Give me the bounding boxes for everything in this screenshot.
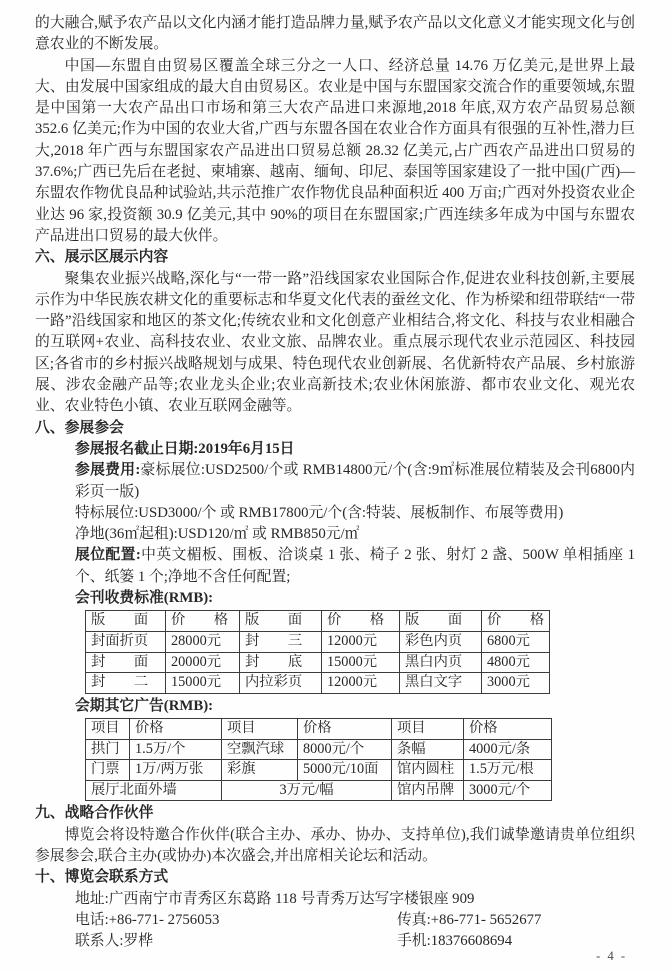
booth-config-text: 中英文楣板、围板、洽谈桌 1 张、椅子 2 张、射灯 2 盏、500W 单相插座 1 个、纸篓 1 个;净地不含任何配置; bbox=[75, 547, 635, 585]
table-cell: 3000元/个 bbox=[464, 780, 552, 801]
table-row bbox=[86, 652, 550, 673]
table-cell: 价 格 bbox=[482, 611, 550, 632]
phone-text: 电话:+86-771- 2756053 bbox=[75, 911, 220, 928]
table-cell: 价 格 bbox=[166, 611, 240, 632]
contact-person-text: 联系人:罗桦 bbox=[75, 933, 154, 950]
other-ads-title: 会期其它广告(RMB): bbox=[75, 697, 214, 714]
table-cell: 6800元 bbox=[482, 631, 550, 652]
table-cell: 价格 bbox=[130, 718, 222, 739]
section6-body: 聚集农业振兴战略,深化与“一带一路”沿线国家农业国际合作,促进农业科技创新,主要展示作为中华民族农耕文化的重要标志和华夏文化代表的蚕丝文化、作为桥梁和纽带联结“一带一路”沿线国家和地区的茶文化;传统农业和文化创意产业相结合,将文化、科技与农业相融合的互联网+农业、高科技农业、农业文旅、品牌农业。重点展示现代农业示范园区、科技园区;各省市的乡村振兴战略规划与成果、特色现代农业创新展、名优新特农产品展、乡村旅游展、涉农金融产品等;农业龙头企业;农业高新技术;农业休闲旅游、都市农业文化、观光农业、农业特色小镇、农业互联网金融等。 bbox=[35, 270, 635, 415]
address-line: 地址:广西南宁市青秀区东葛路 118 号青秀万达写字楼银座 909 bbox=[75, 890, 475, 907]
booth-config-line bbox=[75, 545, 635, 588]
table-cell: 项目 bbox=[392, 718, 464, 739]
table-cell: 1.5万/个 bbox=[130, 739, 222, 760]
table-cell: 黑白内页 bbox=[400, 652, 482, 673]
section6-heading: 六、展示区展示内容 bbox=[35, 249, 169, 266]
table-cell: 封面折页 bbox=[86, 631, 166, 652]
table-cell: 空飘汽球 bbox=[222, 739, 298, 760]
fee-label: 参展费用: bbox=[75, 462, 141, 479]
table-cell: 馆内吊牌 bbox=[392, 780, 464, 801]
table-cell: 价格 bbox=[464, 718, 552, 739]
table-cell: 1.5万元/根 bbox=[464, 760, 552, 781]
table-header-row bbox=[86, 611, 550, 632]
journal-price-table bbox=[85, 610, 550, 693]
paragraph-free-trade: 中国—东盟自由贸易区覆盖全球三分之一人口、经济总量 14.76 万亿美元,是世界上最大、由发展中国家组成的最大自由贸易区。农业是中国与东盟国家交流合作的重要领域,东盟是中国第一大农产品出口市场和第三大农产品进口来源地,2018 年底,双方农产品贸易总额 352.6 亿美元;作为中国的农业大省,广西与东盟各国在农业合作方面具有很强的互补性,潜力巨大,2018 年广西与东盟国家农产品进出口贸易总额 28.32 亿美元,占广西农产品进出口贸易的 37.6%;广西已先后在老挝、柬埔寨、越南、缅甸、印尼、泰国等国家建设了一批中国(广西)—东盟农作物优良品种试验站,共示范推广农作物优良品种面积近 400 万亩;广西对外投资农业企业达 96 家,投资额 30.9 亿美元,其中 90%的项目在东盟国家;广西连续多年成为中国与东盟农产品进出口贸易的最大伙伴。 bbox=[35, 57, 635, 244]
journal-price-title: 会刊收费标准(RMB): bbox=[75, 590, 214, 607]
journal-table-wrap bbox=[75, 610, 635, 693]
mobile-text: 手机:18376608694 bbox=[397, 933, 513, 950]
fax-text: 传真:+86-771- 5652677 bbox=[397, 911, 542, 928]
section10-heading: 十、博览会联系方式 bbox=[35, 869, 169, 886]
table-row bbox=[86, 739, 552, 760]
table-cell: 项目 bbox=[86, 718, 130, 739]
table-row bbox=[86, 760, 552, 781]
contact-mobile-row bbox=[75, 931, 635, 952]
section8-heading: 八、参展参会 bbox=[35, 419, 124, 436]
table-cell: 彩色内页 bbox=[400, 631, 482, 652]
table-row bbox=[86, 673, 550, 694]
table-cell: 12000元 bbox=[322, 673, 400, 694]
special-booth-line: 特标展位:USD3000/个 或 RMB17800元/个(含:特装、展板制作、布展等费用) bbox=[75, 504, 564, 521]
table-cell: 价 格 bbox=[322, 611, 400, 632]
table-cell: 5000元/10面 bbox=[298, 760, 392, 781]
table-cell: 3万元/幅 bbox=[222, 780, 392, 801]
table-cell: 条幅 bbox=[392, 739, 464, 760]
table-cell: 门票 bbox=[86, 760, 130, 781]
table-cell: 3000元 bbox=[482, 673, 550, 694]
table-cell: 4800元 bbox=[482, 652, 550, 673]
other-ads-table bbox=[85, 718, 552, 801]
table-cell: 15000元 bbox=[166, 673, 240, 694]
table-cell: 版 面 bbox=[400, 611, 482, 632]
booth-config-label: 展位配置: bbox=[75, 547, 141, 564]
ads-table-wrap bbox=[75, 718, 635, 801]
table-cell: 版 面 bbox=[240, 611, 322, 632]
fee-line bbox=[75, 460, 635, 503]
deadline-line: 参展报名截止日期:2019年6月15日 bbox=[75, 440, 295, 457]
table-cell: 28000元 bbox=[166, 631, 240, 652]
raw-space-line: 净地(36㎡起租):USD120/㎡ 或 RMB850元/㎡ bbox=[75, 526, 360, 543]
table-cell: 价格 bbox=[298, 718, 392, 739]
table-cell: 封 三 bbox=[240, 631, 322, 652]
table-cell: 8000元/个 bbox=[298, 739, 392, 760]
table-cell: 彩旗 bbox=[222, 760, 298, 781]
fee-text: 豪标展位:USD2500/个或 RMB14800元/个(含:9㎡标准展位精装及会刊6800内彩页一版) bbox=[75, 462, 635, 500]
table-cell: 封 二 bbox=[86, 673, 166, 694]
table-row bbox=[86, 780, 552, 801]
table-header-row bbox=[86, 718, 552, 739]
paragraph-culture-tail: 的大融合,赋予农产品以文化内涵才能打造品牌力量,赋予农产品以文化意义才能实现文化与创意农业的不断发展。 bbox=[35, 15, 635, 53]
phone-fax-row bbox=[75, 910, 635, 931]
table-cell: 4000元/条 bbox=[464, 739, 552, 760]
table-cell: 馆内圆柱 bbox=[392, 760, 464, 781]
table-cell: 20000元 bbox=[166, 652, 240, 673]
table-cell: 封 面 bbox=[86, 652, 166, 673]
page-number: - 4 - bbox=[596, 948, 627, 963]
section9-heading: 九、战略合作伙伴 bbox=[35, 805, 154, 822]
section9-body: 博览会将设特邀合作伙伴(联合主办、承办、协办、支持单位),我们诚挚邀请贵单位组织参展参会,联合主办(或协办)本次盛会,并出席相关论坛和活动。 bbox=[35, 826, 635, 864]
table-cell: 内拉彩页 bbox=[240, 673, 322, 694]
table-cell: 拱门 bbox=[86, 739, 130, 760]
table-cell: 展厅北面外墙 bbox=[86, 780, 222, 801]
table-cell: 15000元 bbox=[322, 652, 400, 673]
table-cell: 版 面 bbox=[86, 611, 166, 632]
table-cell: 12000元 bbox=[322, 631, 400, 652]
table-cell: 黑白文字 bbox=[400, 673, 482, 694]
table-cell: 封 底 bbox=[240, 652, 322, 673]
table-cell: 项目 bbox=[222, 718, 298, 739]
table-row bbox=[86, 631, 550, 652]
table-cell: 1万/两万张 bbox=[130, 760, 222, 781]
